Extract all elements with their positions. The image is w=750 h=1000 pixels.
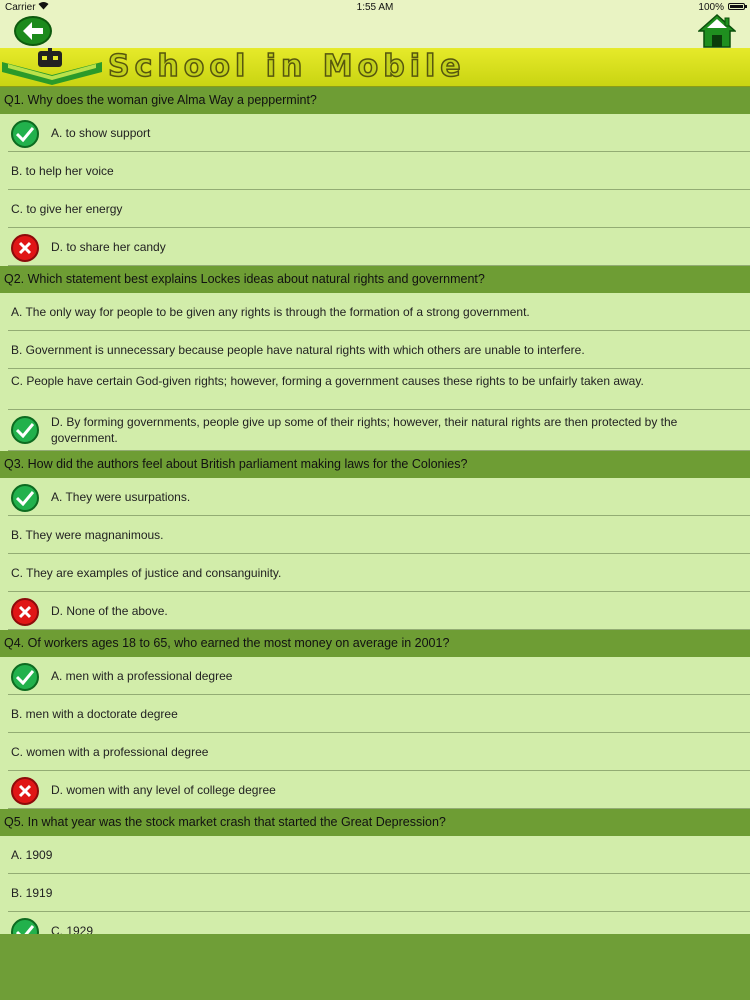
answer-row[interactable]	[0, 516, 750, 554]
checkmark-icon	[11, 484, 39, 512]
answer-row[interactable]	[0, 410, 750, 451]
app-title: School in Mobile	[108, 49, 466, 84]
answer-text: C. to give her energy	[11, 202, 123, 216]
nav-bar	[0, 14, 750, 48]
answer-row[interactable]	[0, 369, 750, 410]
answer-row[interactable]	[0, 912, 750, 934]
question-header: Q5. In what year was the stock market crash that started the Great Depression?	[0, 809, 750, 836]
home-button[interactable]	[698, 14, 736, 48]
arrow-left-icon	[21, 21, 45, 41]
checkmark-icon	[11, 663, 39, 691]
answer-text: B. to help her voice	[11, 164, 114, 178]
answer-text: C. women with a professional degree	[11, 745, 209, 759]
robot-book-logo	[2, 48, 102, 86]
answer-row[interactable]	[0, 554, 750, 592]
answer-text: B. 1919	[11, 886, 53, 900]
answer-text: D. None of the above.	[51, 604, 168, 618]
battery-icon	[728, 3, 745, 10]
status-time: 1:55 AM	[356, 2, 394, 13]
question-header: Q2. Which statement best explains Lockes ideas about natural rights and government?	[0, 266, 750, 293]
answer-text: C. People have certain God-given rights; however, forming a government causes these rights to be unfairly taken away.	[11, 374, 644, 388]
answer-text: B. Government is unnecessary because people have natural rights with which others are unable to interfere.	[11, 343, 585, 357]
checkmark-icon	[11, 416, 39, 444]
home-icon	[698, 14, 736, 48]
answer-row[interactable]	[0, 228, 750, 266]
answer-text: B. men with a doctorate degree	[11, 707, 178, 721]
question-header: Q3. How did the authors feel about British parliament making laws for the Colonies?	[0, 451, 750, 478]
cross-icon	[11, 234, 39, 262]
answer-row[interactable]	[0, 771, 750, 809]
answer-text: A. 1909	[11, 848, 53, 862]
footer-bar	[0, 934, 750, 1000]
status-bar	[0, 0, 750, 14]
app-banner	[0, 48, 750, 88]
answer-text: D. women with any level of college degree	[51, 783, 276, 797]
answer-text: D. to share her candy	[51, 240, 166, 254]
answer-row[interactable]	[0, 733, 750, 771]
question-header: Q1. Why does the woman give Alma Way a peppermint?	[0, 87, 750, 114]
answer-row[interactable]	[0, 190, 750, 228]
answer-row[interactable]	[0, 874, 750, 912]
cross-icon	[11, 598, 39, 626]
quiz-results-list[interactable]	[0, 87, 750, 934]
cross-icon	[11, 777, 39, 805]
answer-row[interactable]	[0, 592, 750, 630]
answer-row[interactable]	[0, 152, 750, 190]
checkmark-icon	[11, 120, 39, 148]
question-header: Q4. Of workers ages 18 to 65, who earned the most money on average in 2001?	[0, 630, 750, 657]
carrier-label: Carrier	[5, 2, 36, 13]
answer-text: A. They were usurpations.	[51, 490, 191, 504]
answer-row[interactable]	[0, 695, 750, 733]
answer-row[interactable]	[0, 478, 750, 516]
answer-text: A. The only way for people to be given any rights is through the formation of a strong government.	[11, 305, 530, 319]
answer-text: C. 1929	[51, 924, 94, 934]
answer-row[interactable]	[0, 114, 750, 152]
battery-percentage: 100%	[698, 2, 724, 13]
checkmark-icon	[11, 918, 39, 934]
answer-row[interactable]	[0, 331, 750, 369]
answer-text: A. men with a professional degree	[51, 669, 233, 683]
answer-text: D. By forming governments, people give up some of their rights; however, their natural rights are then protected by the government.	[51, 415, 678, 445]
back-button[interactable]	[14, 16, 52, 46]
answer-text: C. They are examples of justice and consanguinity.	[11, 566, 282, 580]
answer-text: B. They were magnanimous.	[11, 528, 164, 542]
answer-row[interactable]	[0, 657, 750, 695]
answer-row[interactable]	[0, 836, 750, 874]
answer-text: A. to show support	[51, 126, 151, 140]
answer-row[interactable]	[0, 293, 750, 331]
